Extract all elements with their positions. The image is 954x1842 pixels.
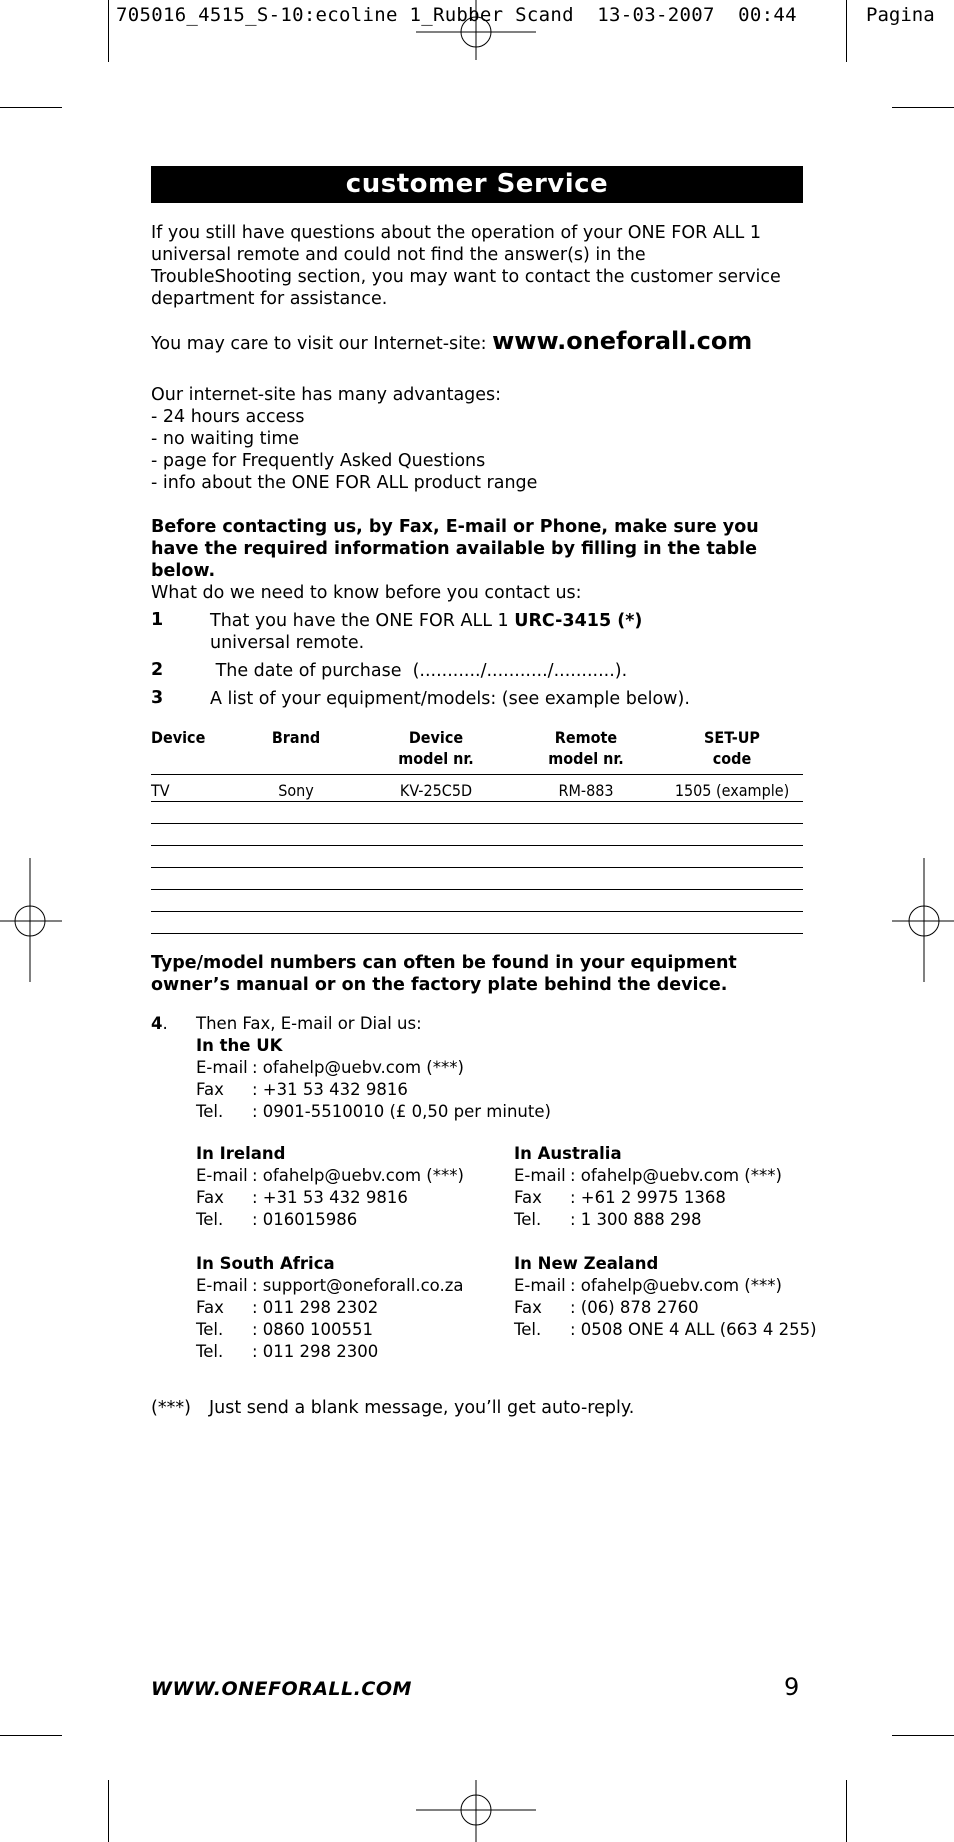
advantages xyxy=(151,384,811,494)
step-number: 1 xyxy=(151,610,164,630)
advantage-item: - info about the ONE FOR ALL product range xyxy=(151,473,538,493)
footnote-text: Just send a blank message, you’ll get auto-reply. xyxy=(209,1398,635,1418)
blank-entry-line[interactable] xyxy=(151,911,803,912)
region-title: In Australia xyxy=(514,1144,622,1163)
contact-new-zealand: In New Zealand E-mail : ofahelp@uebv.com (***) Fax : (06) 878 2760 Tel. : 0508 ONE 4 ALL (663 4 255) xyxy=(514,1254,817,1339)
blank-entry-line[interactable] xyxy=(151,823,803,824)
contact-uk: In the UK E-mail : ofahelp@uebv.com (***) Fax : +31 53 432 9816 Tel. : 0901-5510010 (£ 0,50 per minute) xyxy=(196,1036,551,1121)
need-to-know: What do we need to know before you contact us: xyxy=(151,583,582,603)
advantage-item: - no waiting time xyxy=(151,429,300,449)
before-contact-note: Before contacting us, by Fax, E-mail or Phone, make sure you have the required information available by filling in the table below. xyxy=(151,517,759,581)
step-text: The date of purchase (.........../.........../...........). xyxy=(210,661,628,681)
page-number: 9 xyxy=(784,1673,800,1701)
email-link[interactable]: : support@oneforall.co.za xyxy=(252,1276,464,1295)
footnote xyxy=(151,1397,811,1419)
table-cell: RM-883 xyxy=(558,781,614,800)
table-rule xyxy=(151,801,803,802)
email-link[interactable]: : ofahelp@uebv.com (***) xyxy=(252,1166,464,1185)
step-number: 3 xyxy=(151,688,164,708)
blank-entry-line[interactable] xyxy=(151,933,803,934)
contact-south-africa: In South Africa E-mail : support@oneforall.co.za Fax : 011 298 2302 Tel. : 0860 100551 Tel. : 011 298 2300 xyxy=(196,1254,464,1361)
column-header: Device xyxy=(151,728,206,747)
step-text: Then Fax, E-mail or Dial us: xyxy=(196,1014,422,1033)
contact-ireland: In Ireland E-mail : ofahelp@uebv.com (***) Fax : +31 53 432 9816 Tel. : 016015986 xyxy=(196,1144,464,1229)
region-title: In New Zealand xyxy=(514,1254,659,1273)
blank-entry-line[interactable] xyxy=(151,867,803,868)
advantages-heading: Our internet-site has many advantages: xyxy=(151,385,502,405)
email-link[interactable]: : ofahelp@uebv.com (***) xyxy=(252,1058,464,1077)
intro-paragraph: If you still have questions about the operation of your ONE FOR ALL 1 universal remote and could not find the answer(s) in the TroubleShooting section, you may want to contact the customer service department for assistance. xyxy=(151,223,781,309)
visit-line xyxy=(151,327,811,355)
step-text: That you have the ONE FOR ALL 1 URC-3415 (*) universal remote. xyxy=(210,611,643,653)
step-number: 4. xyxy=(151,1014,168,1033)
email-link[interactable]: : ofahelp@uebv.com (***) xyxy=(570,1166,782,1185)
type-model-note: Type/model numbers can often be found in your equipment owner’s manual or on the factory plate behind the device. xyxy=(151,953,737,995)
table-cell: Sony xyxy=(278,781,314,800)
table-cell: KV-25C5D xyxy=(399,781,473,800)
email-link[interactable]: : ofahelp@uebv.com (***) xyxy=(570,1276,782,1295)
model-number: URC-3415 (*) xyxy=(514,611,643,631)
step-number: 2 xyxy=(151,660,164,680)
table-rule xyxy=(151,774,803,775)
step-text: A list of your equipment/models: (see example below). xyxy=(210,689,690,709)
print-slug-page: Pagina xyxy=(866,4,935,26)
print-slug: 705016_4515_S-10:ecoline 1_Rubber Scand 13-03-2007 00:44 xyxy=(116,4,797,26)
column-header: Remote model nr. xyxy=(548,728,624,768)
region-title: In South Africa xyxy=(196,1254,335,1273)
website-link[interactable]: www.oneforall.com xyxy=(492,327,753,355)
contact-australia: In Australia E-mail : ofahelp@uebv.com (***) Fax : +61 2 9975 1368 Tel. : 1 300 888 298 xyxy=(514,1144,782,1229)
advantage-item: - page for Frequently Asked Questions xyxy=(151,451,486,471)
region-title: In the UK xyxy=(196,1036,283,1055)
advantage-item: - 24 hours access xyxy=(151,407,305,427)
visit-text: You may care to visit our Internet-site: xyxy=(151,334,487,354)
footnote-mark: (***) xyxy=(151,1398,191,1418)
column-header: Device model nr. xyxy=(398,728,474,768)
table-cell: TV xyxy=(151,781,170,800)
equipment-table xyxy=(151,727,803,937)
column-header: SET-UP code xyxy=(704,728,760,768)
footer-website[interactable]: WWW.ONEFORALL.COM xyxy=(151,1678,412,1700)
table-cell: 1505 (example) xyxy=(674,781,790,800)
region-title: In Ireland xyxy=(196,1144,286,1163)
blank-entry-line[interactable] xyxy=(151,889,803,890)
blank-entry-line[interactable] xyxy=(151,845,803,846)
page-title: customer Service xyxy=(151,166,803,203)
column-header: Brand xyxy=(271,728,321,747)
